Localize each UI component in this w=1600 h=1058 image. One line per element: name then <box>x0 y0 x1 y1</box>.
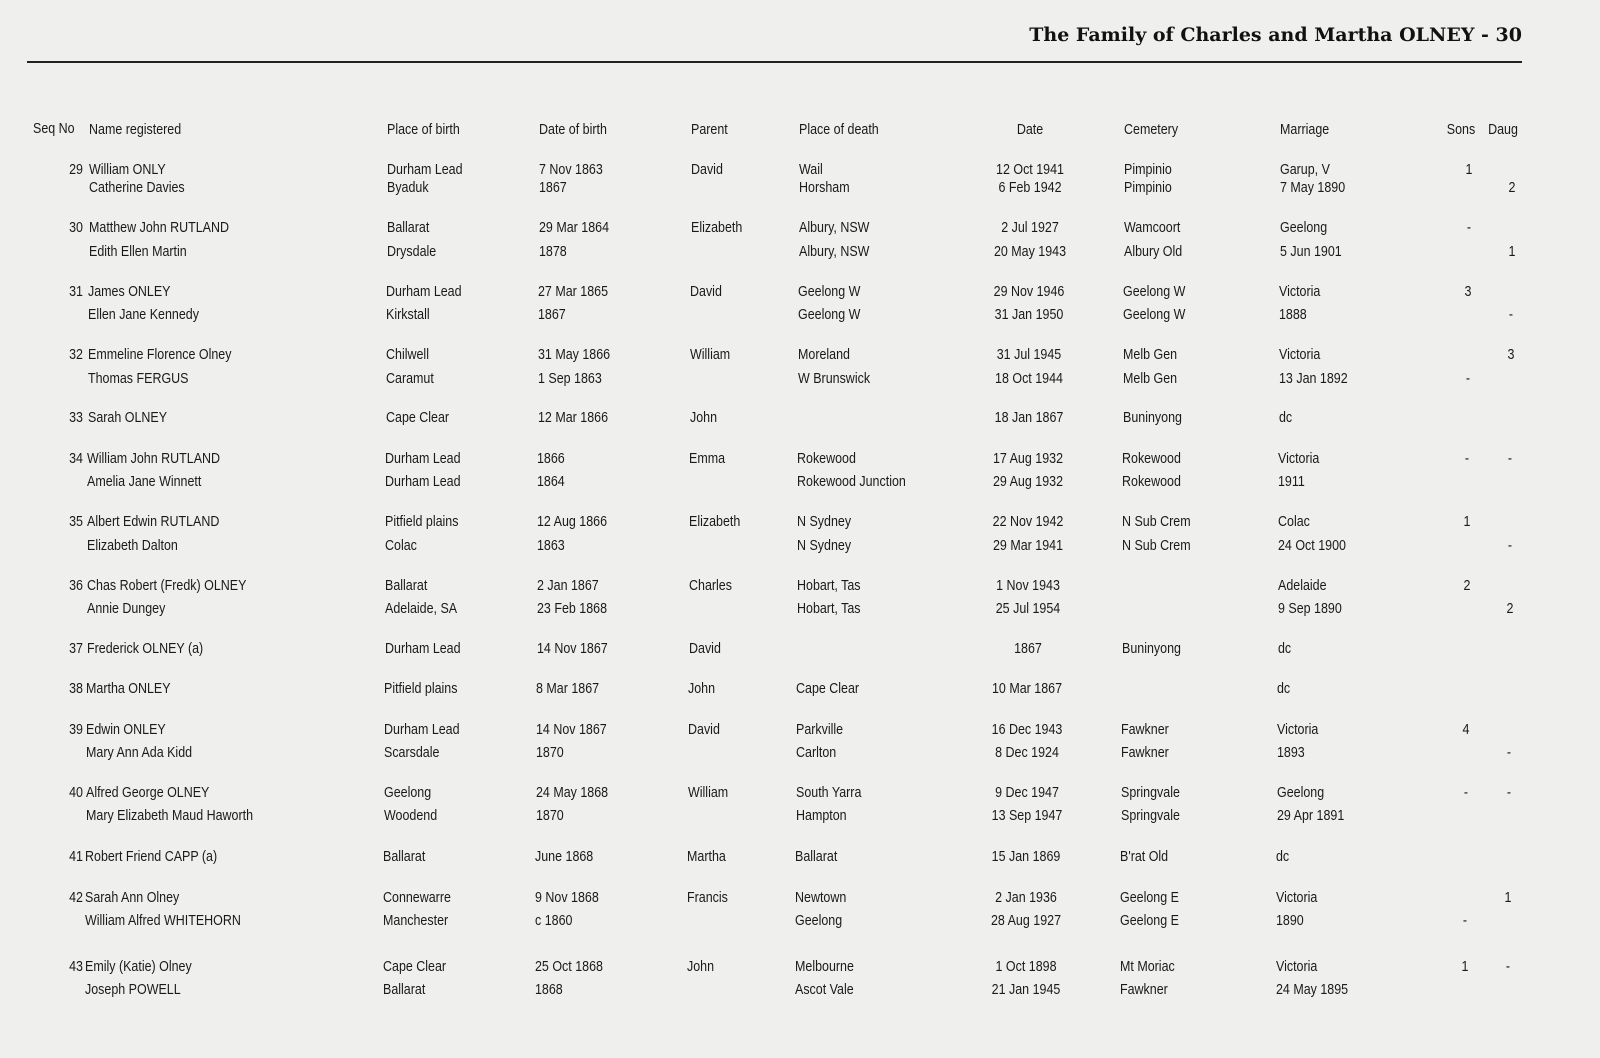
spouse-dod: 13 Sep 1947 <box>991 808 1063 824</box>
person-dob: 29 Mar 1864 <box>539 220 610 236</box>
person-pod: Melbourne <box>795 959 854 975</box>
person-pob: Chilwell <box>386 347 429 363</box>
person-pod: South Yarra <box>796 785 862 801</box>
spouse-pod: Hampton <box>796 808 847 824</box>
person-sons: - <box>1463 785 1469 801</box>
person-marriage: dc <box>1278 641 1292 657</box>
person-daug: - <box>1506 785 1512 801</box>
person-dob: 2 Jan 1867 <box>537 578 599 594</box>
spouse-pod: Horsham <box>799 180 850 196</box>
person-parent: David <box>690 284 722 300</box>
person-sons: 2 <box>1463 578 1471 594</box>
spouse-pob: Byaduk <box>387 180 429 196</box>
column-header-cemetery: Cemetery <box>1124 122 1179 138</box>
person-parent: William <box>690 347 731 363</box>
person-parent: Martha <box>687 849 726 865</box>
person-parent: David <box>689 641 721 657</box>
person-pod: Geelong W <box>798 284 861 300</box>
person-name: Chas Robert (Fredk) OLNEY <box>87 578 247 594</box>
person-marriage: Geelong <box>1277 785 1325 801</box>
spouse-pod: Rokewood Junction <box>797 474 906 490</box>
spouse-dod: 28 Aug 1927 <box>990 913 1062 929</box>
person-pob: Durham Lead <box>384 722 460 738</box>
spouse-name: Ellen Jane Kennedy <box>88 307 199 323</box>
person-name: James ONLEY <box>88 284 171 300</box>
spouse-pod: Hobart, Tas <box>797 601 861 617</box>
column-header-place_of_death: Place of death <box>799 122 879 138</box>
spouse-pob: Woodend <box>384 808 438 824</box>
spouse-pod: Albury, NSW <box>799 244 870 260</box>
seq-number: 39 <box>69 722 83 738</box>
person-dod: 2 Jul 1927 <box>1001 220 1059 236</box>
page-title: The Family of Charles and Martha OLNEY - 30 <box>1029 24 1522 46</box>
person-sons: 1 <box>1465 162 1473 178</box>
spouse-marriage: 9 Sep 1890 <box>1278 601 1342 617</box>
spouse-sons: - <box>1462 913 1468 929</box>
person-pob: Cape Clear <box>383 959 447 975</box>
person-dod: 29 Nov 1946 <box>993 284 1065 300</box>
seq-number: 42 <box>69 890 83 906</box>
spouse-name: Mary Ann Ada Kidd <box>86 745 193 761</box>
person-dob: 14 Nov 1867 <box>537 641 608 657</box>
person-parent: John <box>688 681 716 697</box>
person-pob: Cape Clear <box>386 410 450 426</box>
column-header-date_of_birth: Date of birth <box>539 122 607 138</box>
person-name: Martha ONLEY <box>86 681 171 697</box>
spouse-pob: Durham Lead <box>385 474 461 490</box>
person-cemetery: Geelong E <box>1120 890 1179 906</box>
person-sons: - <box>1464 451 1470 467</box>
seq-number: 33 <box>69 410 83 426</box>
person-name: Sarah Ann Olney <box>85 890 180 906</box>
person-name: William ONLY <box>89 162 166 178</box>
person-parent: Francis <box>687 890 728 906</box>
spouse-dob: 1867 <box>538 307 566 323</box>
person-dob: 24 May 1868 <box>536 785 609 801</box>
seq-number: 34 <box>69 451 83 467</box>
person-name: William John RUTLAND <box>87 451 221 467</box>
spouse-pod: W Brunswick <box>798 371 871 387</box>
person-pob: Durham Lead <box>386 284 462 300</box>
spouse-pod: Ascot Vale <box>795 982 854 998</box>
spouse-dod: 31 Jan 1950 <box>994 307 1064 323</box>
person-pob: Durham Lead <box>385 641 461 657</box>
seq-number: 43 <box>69 959 83 975</box>
spouse-pod: N Sydney <box>797 538 852 554</box>
spouse-cemetery: Melb Gen <box>1123 371 1178 387</box>
spouse-dod: 6 Feb 1942 <box>998 180 1062 196</box>
spouse-dod: 21 Jan 1945 <box>991 982 1061 998</box>
spouse-name: Elizabeth Dalton <box>87 538 178 554</box>
person-daug: 3 <box>1507 347 1515 363</box>
person-daug: - <box>1507 451 1513 467</box>
spouse-daug: - <box>1507 538 1513 554</box>
person-cemetery: Buninyong <box>1123 410 1182 426</box>
person-pob: Connewarre <box>383 890 451 906</box>
person-pob: Ballarat <box>387 220 430 236</box>
person-marriage: Victoria <box>1278 451 1320 467</box>
person-cemetery: B'rat Old <box>1120 849 1169 865</box>
person-marriage: dc <box>1276 849 1290 865</box>
column-header-place_of_birth: Place of birth <box>387 122 460 138</box>
person-cemetery: N Sub Crem <box>1122 514 1191 530</box>
spouse-cemetery: Fawkner <box>1121 745 1169 761</box>
person-name: Frederick OLNEY (a) <box>87 641 204 657</box>
spouse-dod: 18 Oct 1944 <box>995 371 1063 387</box>
seq-number: 29 <box>69 162 83 178</box>
person-daug: 1 <box>1504 890 1512 906</box>
person-marriage: Victoria <box>1279 347 1321 363</box>
person-marriage: dc <box>1279 410 1293 426</box>
spouse-daug: - <box>1508 307 1514 323</box>
spouse-name: Annie Dungey <box>87 601 166 617</box>
seq-number: 32 <box>69 347 83 363</box>
person-cemetery: Melb Gen <box>1123 347 1178 363</box>
person-parent: William <box>688 785 729 801</box>
person-pod: Hobart, Tas <box>797 578 861 594</box>
spouse-name: Catherine Davies <box>89 180 185 196</box>
spouse-cemetery: Rokewood <box>1122 474 1181 490</box>
spouse-dob: 1864 <box>537 474 565 490</box>
spouse-name: Amelia Jane Winnett <box>87 474 202 490</box>
spouse-daug: 1 <box>1508 244 1516 260</box>
person-marriage: Victoria <box>1276 959 1318 975</box>
person-marriage: Adelaide <box>1278 578 1327 594</box>
column-header-name: Name registered <box>89 122 182 138</box>
column-header-seq: Seq No <box>33 121 75 137</box>
person-parent: Charles <box>689 578 732 594</box>
person-dob: June 1868 <box>535 849 594 865</box>
person-cemetery: Rokewood <box>1122 451 1181 467</box>
spouse-marriage: 1888 <box>1279 307 1307 323</box>
person-dob: 27 Mar 1865 <box>538 284 609 300</box>
spouse-pob: Manchester <box>383 913 449 929</box>
person-cemetery: Buninyong <box>1122 641 1181 657</box>
person-marriage: Victoria <box>1279 284 1321 300</box>
person-name: Sarah OLNEY <box>88 410 168 426</box>
seq-number: 41 <box>69 849 83 865</box>
person-parent: John <box>687 959 715 975</box>
person-parent: Emma <box>689 451 726 467</box>
person-sons: 1 <box>1461 959 1469 975</box>
spouse-dob: 1863 <box>537 538 565 554</box>
person-cemetery: Fawkner <box>1121 722 1169 738</box>
spouse-cemetery: Springvale <box>1121 808 1180 824</box>
person-pob: Durham Lead <box>385 451 461 467</box>
spouse-dob: 1 Sep 1863 <box>538 371 602 387</box>
spouse-dob: 1870 <box>536 745 564 761</box>
person-name: Edwin ONLEY <box>86 722 166 738</box>
person-pob: Ballarat <box>385 578 428 594</box>
spouse-pob: Ballarat <box>383 982 426 998</box>
person-dob: 1866 <box>537 451 565 467</box>
spouse-dob: 23 Feb 1868 <box>537 601 608 617</box>
spouse-dob: 1867 <box>539 180 567 196</box>
spouse-cemetery: Geelong W <box>1123 307 1186 323</box>
spouse-sons: - <box>1465 371 1471 387</box>
person-pob: Geelong <box>384 785 432 801</box>
spouse-marriage: 29 Apr 1891 <box>1277 808 1345 824</box>
seq-number: 36 <box>69 578 83 594</box>
person-name: Alfred George OLNEY <box>86 785 210 801</box>
person-sons: 4 <box>1462 722 1470 738</box>
seq-number: 37 <box>69 641 83 657</box>
spouse-pod: Geelong W <box>798 307 861 323</box>
person-dod: 17 Aug 1932 <box>992 451 1064 467</box>
spouse-marriage: 7 May 1890 <box>1280 180 1346 196</box>
person-parent: Elizabeth <box>691 220 743 236</box>
spouse-dob: c 1860 <box>535 913 573 929</box>
spouse-daug: 2 <box>1508 180 1516 196</box>
person-pod: Albury, NSW <box>799 220 870 236</box>
seq-number: 38 <box>69 681 83 697</box>
person-dod: 22 Nov 1942 <box>992 514 1064 530</box>
person-name: Albert Edwin RUTLAND <box>87 514 220 530</box>
spouse-name: Mary Elizabeth Maud Haworth <box>86 808 254 824</box>
person-sons: 3 <box>1464 284 1472 300</box>
person-pod: Ballarat <box>795 849 838 865</box>
spouse-dod: 8 Dec 1924 <box>995 745 1059 761</box>
person-dod: 2 Jan 1936 <box>995 890 1057 906</box>
person-pod: Parkville <box>796 722 844 738</box>
person-dob: 9 Nov 1868 <box>535 890 599 906</box>
person-dod: 1 Nov 1943 <box>996 578 1060 594</box>
spouse-marriage: 24 May 1895 <box>1276 982 1349 998</box>
person-pob: Pitfield plains <box>385 514 459 530</box>
person-pod: Moreland <box>798 347 850 363</box>
person-parent: David <box>691 162 723 178</box>
column-header-daug: Daug <box>1488 122 1518 138</box>
seq-number: 31 <box>69 284 83 300</box>
spouse-name: William Alfred WHITEHORN <box>85 913 241 929</box>
spouse-pod: Geelong <box>795 913 843 929</box>
spouse-cemetery: Pimpinio <box>1124 180 1172 196</box>
person-marriage: Victoria <box>1277 722 1319 738</box>
person-dob: 12 Aug 1866 <box>537 514 608 530</box>
spouse-daug: - <box>1506 745 1512 761</box>
person-pod: Cape Clear <box>796 681 860 697</box>
person-name: Matthew John RUTLAND <box>89 220 229 236</box>
person-dob: 7 Nov 1863 <box>539 162 603 178</box>
person-marriage: Colac <box>1278 514 1310 530</box>
spouse-dob: 1878 <box>539 244 567 260</box>
person-pod: Newtown <box>795 890 847 906</box>
person-dob: 31 May 1866 <box>538 347 611 363</box>
person-marriage: dc <box>1277 681 1291 697</box>
spouse-pob: Kirkstall <box>386 307 430 323</box>
person-dod: 9 Dec 1947 <box>995 785 1059 801</box>
person-pob: Ballarat <box>383 849 426 865</box>
person-cemetery: Geelong W <box>1123 284 1186 300</box>
person-dob: 25 Oct 1868 <box>535 959 603 975</box>
column-header-sons: Sons <box>1446 122 1476 138</box>
spouse-dod: 20 May 1943 <box>993 244 1067 260</box>
spouse-cemetery: Fawkner <box>1120 982 1168 998</box>
person-dod: 16 Dec 1943 <box>991 722 1063 738</box>
person-daug: - <box>1505 959 1511 975</box>
spouse-pob: Adelaide, SA <box>385 601 458 617</box>
person-sons: 1 <box>1463 514 1471 530</box>
spouse-marriage: 1911 <box>1278 474 1305 490</box>
person-name: Robert Friend CAPP (a) <box>85 849 218 865</box>
person-pod: N Sydney <box>797 514 852 530</box>
spouse-marriage: 13 Jan 1892 <box>1279 371 1348 387</box>
person-pod: Wail <box>799 162 823 178</box>
person-parent: Elizabeth <box>689 514 741 530</box>
column-header-parent: Parent <box>691 122 728 138</box>
seq-number: 30 <box>69 220 83 236</box>
spouse-name: Thomas FERGUS <box>88 371 189 387</box>
person-dod: 15 Jan 1869 <box>991 849 1061 865</box>
spouse-pod: Carlton <box>796 745 837 761</box>
person-name: Emily (Katie) Olney <box>85 959 192 975</box>
spouse-name: Joseph POWELL <box>85 982 181 998</box>
spouse-marriage: 24 Oct 1900 <box>1278 538 1346 554</box>
spouse-marriage: 1890 <box>1276 913 1304 929</box>
spouse-dob: 1870 <box>536 808 564 824</box>
column-header-marriage: Marriage <box>1280 122 1330 138</box>
spouse-dod: 25 Jul 1954 <box>995 601 1061 617</box>
person-dob: 14 Nov 1867 <box>536 722 607 738</box>
person-dod: 1867 <box>1014 641 1042 657</box>
person-pod: Rokewood <box>797 451 856 467</box>
seq-number: 40 <box>69 785 83 801</box>
person-dod: 12 Oct 1941 <box>996 162 1064 178</box>
spouse-pob: Caramut <box>386 371 434 387</box>
person-cemetery: Wamcoort <box>1124 220 1181 236</box>
spouse-marriage: 5 Jun 1901 <box>1280 244 1342 260</box>
person-parent: John <box>690 410 718 426</box>
person-cemetery: Springvale <box>1121 785 1180 801</box>
person-dod: 31 Jul 1945 <box>996 347 1062 363</box>
spouse-dod: 29 Aug 1932 <box>992 474 1064 490</box>
column-header-date: Date <box>1016 122 1044 138</box>
person-pob: Durham Lead <box>387 162 463 178</box>
person-cemetery: Pimpinio <box>1124 162 1172 178</box>
person-dob: 12 Mar 1866 <box>538 410 609 426</box>
spouse-dob: 1868 <box>535 982 563 998</box>
spouse-pob: Colac <box>385 538 417 554</box>
spouse-cemetery: Albury Old <box>1124 244 1183 260</box>
spouse-cemetery: Geelong E <box>1120 913 1179 929</box>
spouse-pob: Scarsdale <box>384 745 440 761</box>
person-parent: David <box>688 722 720 738</box>
person-marriage: Victoria <box>1276 890 1318 906</box>
person-dob: 8 Mar 1867 <box>536 681 600 697</box>
spouse-marriage: 1893 <box>1277 745 1305 761</box>
person-marriage: Geelong <box>1280 220 1328 236</box>
spouse-cemetery: N Sub Crem <box>1122 538 1191 554</box>
person-cemetery: Mt Moriac <box>1120 959 1175 975</box>
seq-number: 35 <box>69 514 83 530</box>
person-marriage: Garup, V <box>1280 162 1330 178</box>
person-sons: - <box>1466 220 1472 236</box>
spouse-dod: 29 Mar 1941 <box>992 538 1064 554</box>
person-name: Emmeline Florence Olney <box>88 347 232 363</box>
person-dod: 1 Oct 1898 <box>995 959 1057 975</box>
spouse-daug: 2 <box>1506 601 1514 617</box>
person-dod: 10 Mar 1867 <box>991 681 1063 697</box>
header-divider <box>27 61 1522 63</box>
person-pob: Pitfield plains <box>384 681 458 697</box>
spouse-pob: Drysdale <box>387 244 437 260</box>
person-dod: 18 Jan 1867 <box>994 410 1064 426</box>
spouse-name: Edith Ellen Martin <box>89 244 187 260</box>
